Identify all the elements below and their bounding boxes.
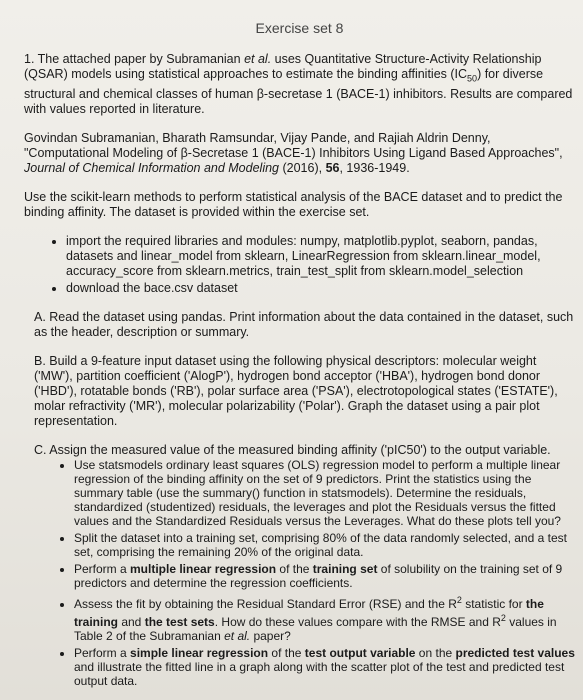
- text-run: uses Quantitative Structure-Activity Relationship (QSAR) models using statistical approaches to estimate the binding affinities (IC: [24, 52, 542, 81]
- list-item: • Use statsmodels ordinary least squares (OLS) regression model to perform a multiple linear regression of the binding affinity on the set of 9 predictors. Print the statistics using the summary table (use the summary() function in statsmodels). Determine the residuals, standardized (studentized) residuals, the leverages and plot the Residuals versus the fitted values and the Standardized Residuals versus the Leverages. What do these plots tell you?: [74, 458, 575, 528]
- list-item: • Split the dataset into a training set, comprising 80% of the data randomly selected, and a test set, comprising the remaining 20% of the original data.: [74, 531, 575, 559]
- journal-name: Journal of Chemical Information and Modeling: [24, 160, 279, 175]
- paragraph-instructions: Use the scikit-learn methods to perform statistical analysis of the BACE dataset and to predict the binding affinity. The dataset is provided within the exercise set.: [24, 189, 563, 219]
- subscript: 50: [467, 73, 478, 84]
- text-run: paper?: [250, 628, 291, 643]
- text-run: and illustrate the fitted line in a graph along with the scatter plot of the test and predicted test output data.: [74, 659, 565, 688]
- citation: [24, 131, 575, 176]
- list-item: [74, 593, 575, 643]
- superscript: 2: [500, 612, 506, 623]
- text-run: on the: [415, 645, 456, 660]
- text-run-bold: predicted test values: [455, 645, 575, 660]
- text-run-bold: the test sets: [144, 614, 215, 629]
- text-run: of solubility on the training set of 9 predictors and determine the regression coefficients.: [74, 561, 563, 590]
- page-title: Exercise set 8: [255, 20, 344, 36]
- text-run-bold: simple linear regression: [130, 645, 269, 660]
- text-run: (2016),: [279, 160, 326, 175]
- text-run: 1. The attached paper by Subramanian: [24, 52, 245, 66]
- superscript: 2: [456, 594, 462, 605]
- text-run: ) for diverse structural and chemical classes of human β-secretase 1 (BACE-1) inhibitors. Results are compared with values reported in literature.: [24, 67, 573, 116]
- text-run: Assess the fit by obtaining the Residual Standard Error (RSE) and the R: [74, 596, 457, 611]
- setup-list: [24, 234, 575, 296]
- text-run: statistic for: [461, 596, 526, 611]
- paragraph-intro-paper: [24, 52, 575, 117]
- text-run: of the: [268, 645, 305, 660]
- text-run: values in Table 2 of the Subramanian: [74, 614, 557, 643]
- text-run: Perform a: [74, 561, 131, 576]
- text-run: Perform a: [74, 645, 131, 660]
- text-run: of the: [276, 561, 313, 576]
- list-item: • download the bace.csv dataset: [66, 281, 575, 296]
- text-run-bold: training set: [312, 561, 378, 576]
- section-c: C. Assign the measured value of the measured binding affinity ('pIC50') to the output variable.: [34, 442, 551, 457]
- list-item: • import the required libraries and modules: numpy, matplotlib.pyplot, seaborn, pandas, datasets and linear_model from sklearn, LinearRegression from sklearn.linear_model, accuracy_score from sklearn.metrics, train_test_split from sklearn.model_selection: [66, 234, 575, 279]
- text-run: Govindan Subramanian, Bharath Ramsundar, Vijay Pande, and Rajiah Aldrin Denny, "Computational Modeling of β-Secretase 1 (BACE-1) Inhibitors Using Ligand Based Approaches",: [24, 130, 563, 160]
- text-run: , 1936-1949.: [339, 160, 410, 175]
- list-item: [74, 646, 575, 688]
- volume-number: 56: [325, 160, 340, 175]
- text-run-italic: et al.: [224, 628, 251, 643]
- text-run-italic: et al.: [244, 52, 272, 66]
- list-item: [74, 562, 575, 590]
- text-run-bold: the training: [74, 596, 544, 629]
- text-run-bold: multiple linear regression: [130, 561, 277, 576]
- text-run: . How do these values compare with the RMSE and R: [214, 614, 501, 629]
- text-run-bold: test output variable: [304, 645, 416, 660]
- section-c-list: [24, 458, 575, 688]
- section-a: A. Read the dataset using pandas. Print information about the data contained in the dataset, such as the header, description or summary.: [34, 309, 574, 339]
- text-run: and: [118, 614, 145, 629]
- section-b: B. Build a 9-feature input dataset using the following physical descriptors: molecular weight ('MW'), partition coefficient ('AlogP'), hydrogen bond acceptor ('HBA'), hydrogen bond donor ('HBD'), rotatable bonds ('RB'), polar surface area ('PSA'), electrotopological states ('ESTATE'), molar refractivity ('MR'), molecular polarizability ('Polar'). Graph the dataset using a pair plot representation.: [34, 353, 558, 428]
